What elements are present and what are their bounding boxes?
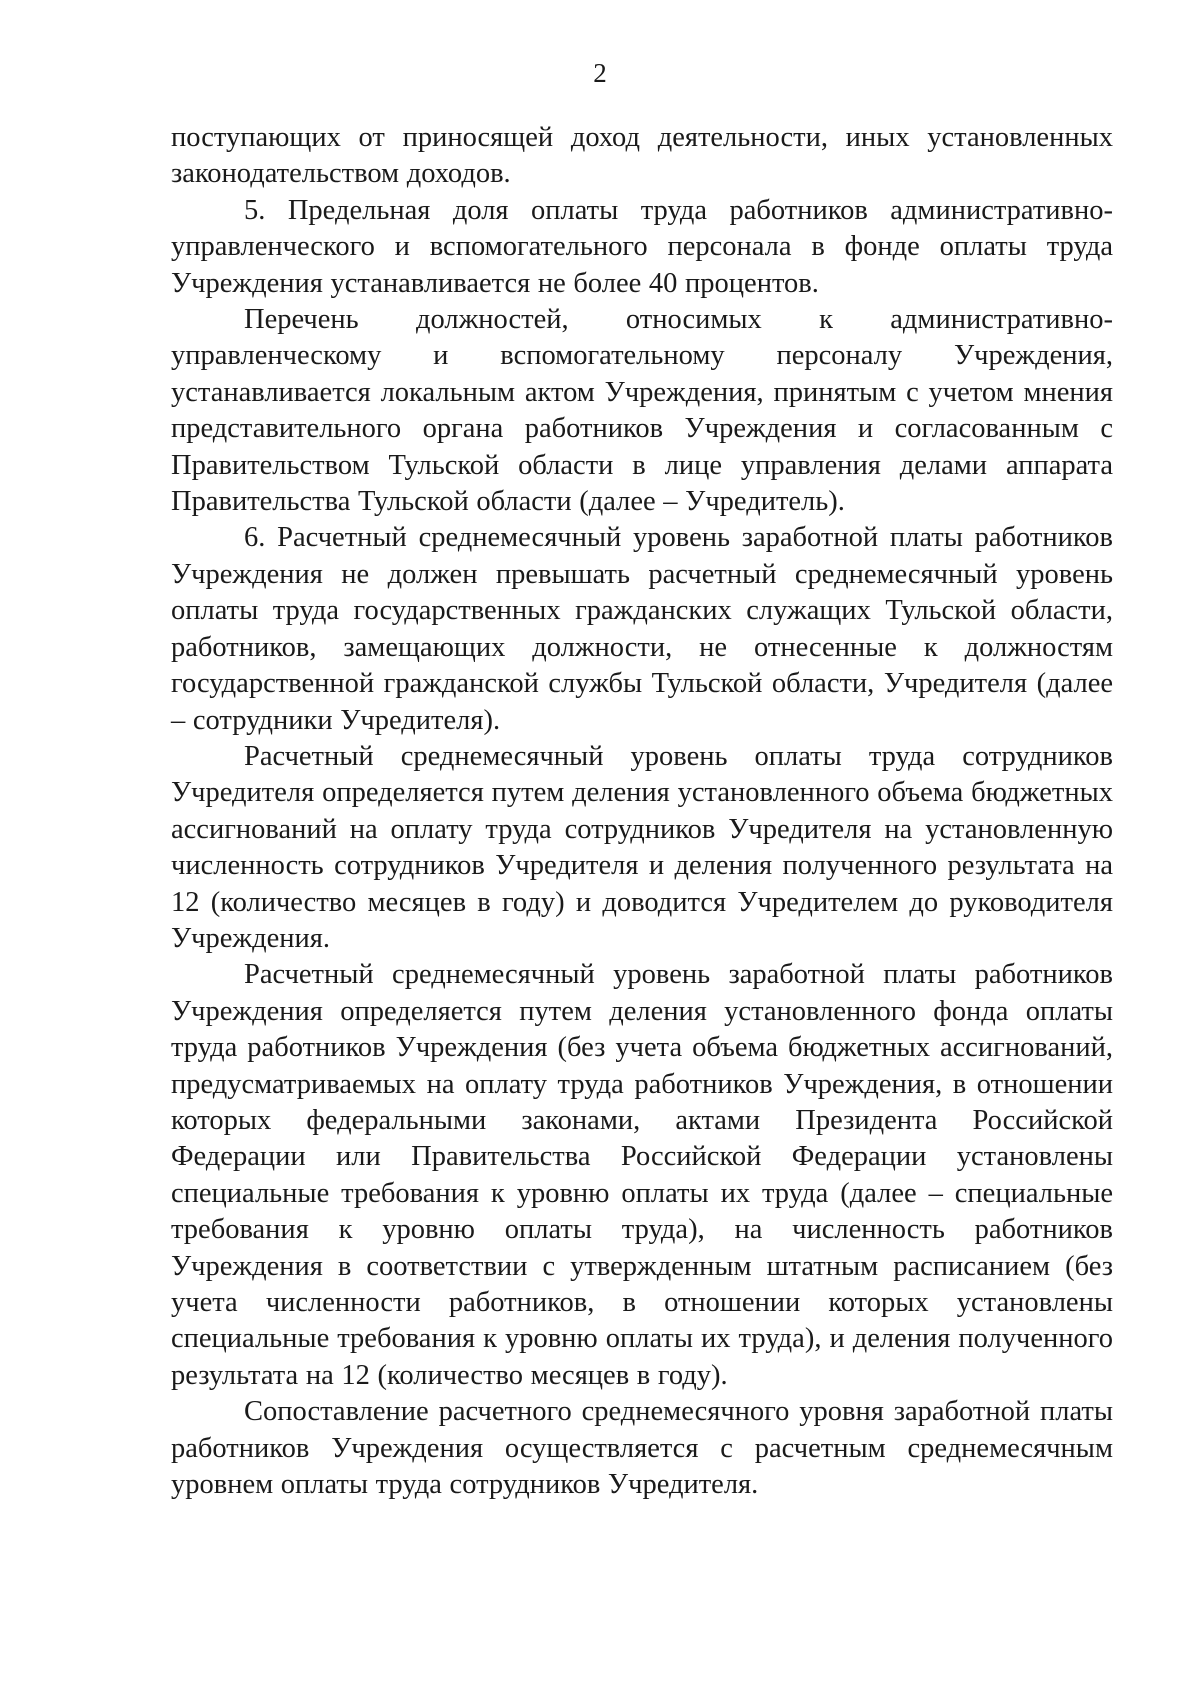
- paragraph-continuation: поступающих от приносящей доход деятельности, иных установленных законодательством доходов.: [171, 122, 1113, 190]
- paragraph-item-6: 6. Расчетный среднемесячный уровень заработной платы работников Учреждения не должен превышать расчетный среднемесячный уровень оплаты труда государственных гражданских служащих Тульской области, работников, замещающих должности, не отнесенные к должностям государственной гражданской службы Тульской области, Учредителя (далее – сотрудники Учредителя).: [171, 522, 1113, 736]
- paragraph-founder-salary: Расчетный среднемесячный уровень оплаты труда сотрудников Учредителя определяется путем деления установленного объема бюджетных ассигнований на оплату труда сотрудников Учредителя на установленную численность сотрудников Учредителя и деления полученного результата на 12 (количество месяцев в году) и доводится Учредителем до руководителя Учреждения.: [171, 740, 1113, 954]
- paragraph-institution-salary: Расчетный среднемесячный уровень заработной платы работников Учреждения определяется путем деления установленного фонда оплаты труда работников Учреждения (без учета объема бюджетных ассигнований, предусматриваемых на оплату труда работников Учреждения, в отношении которых федеральными законами, актами Президента Российской Федерации или Правительства Российской Федерации установлены специальные требования к уровню оплаты их труда (далее – специальные требования к уровню оплаты труда), на численность работников Учреждения в соответствии с утвержденным штатным расписанием (без учета численности работников, в отношении которых установлены специальные требования к уровню оплаты их труда), и деления полученного результата на 12 (количество месяцев в году).: [171, 959, 1113, 1391]
- paragraph-item-5: 5. Предельная доля оплаты труда работников административно-управленческого и вспомогательного персонала в фонде оплаты труда Учреждения устанавливается не более 40 процентов.: [171, 194, 1113, 299]
- paragraph-staff-list: Перечень должностей, относимых к административно-управленческому и вспомогательному персоналу Учреждения, устанавливается локальным актом Учреждения, принятым с учетом мнения представительного органа работников Учреждения и согласованным с Правительством Тульской области в лице управления делами аппарата Правительства Тульской области (далее – Учредитель).: [171, 304, 1113, 518]
- document-body: [171, 120, 1113, 1503]
- paragraph-comparison: Сопоставление расчетного среднемесячного уровня заработной платы работников Учреждения осуществляется с расчетным среднемесячным уровнем оплаты труда сотрудников Учредителя.: [171, 1396, 1113, 1501]
- page-number: 2: [593, 58, 607, 88]
